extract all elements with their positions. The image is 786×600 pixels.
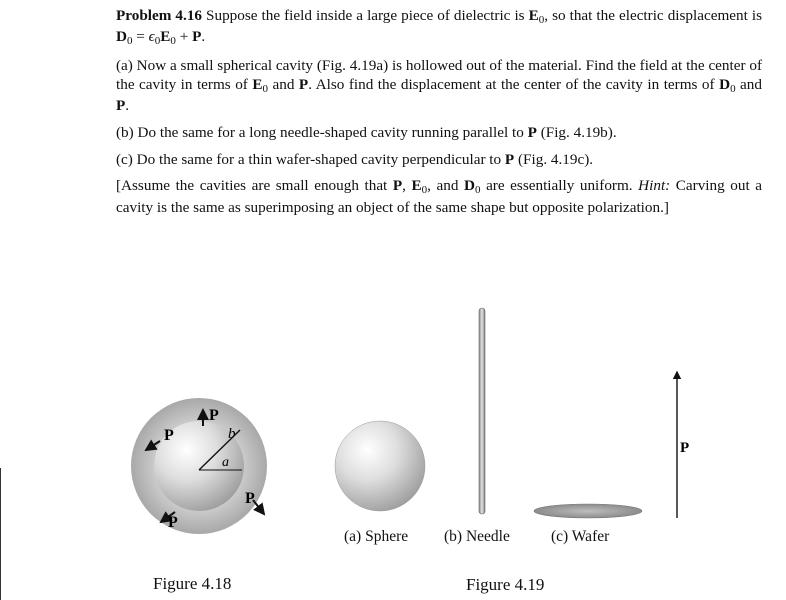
figure-4-18-shell: [131, 398, 267, 534]
vector-E: E: [252, 76, 263, 94]
page-edge-rule: [0, 468, 1, 600]
vector-P: P: [527, 124, 537, 142]
subscript: 0: [126, 35, 133, 48]
caption-wafer: (c) Wafer: [551, 528, 610, 545]
vector-P: P: [298, 76, 309, 94]
figure-4-19-label: Figure 4.19: [466, 575, 545, 594]
label-b: b: [228, 426, 236, 442]
text: (c) Do the same for a thin wafer-shaped cavity perpendicular to: [116, 150, 505, 168]
subscript: 0: [262, 83, 268, 96]
cavity-needle-b: [479, 308, 485, 514]
label-P-top: P: [209, 407, 219, 424]
subscript: 0: [170, 35, 176, 48]
text: =: [132, 28, 149, 46]
label-P-right: P: [245, 490, 255, 507]
subscript: 0: [154, 35, 161, 48]
text: and: [735, 76, 762, 94]
vector-E: E: [411, 177, 422, 195]
vector-P: P: [504, 150, 515, 168]
text: (Fig. 4.19c).: [514, 150, 594, 168]
text: are essentially uniform.: [480, 177, 639, 195]
label-P-bottom: P: [168, 514, 178, 531]
epsilon-symbol: ϵ: [148, 28, 155, 46]
vector-D: D: [719, 76, 731, 94]
caption-needle: (b) Needle: [444, 528, 510, 545]
vector-P: P: [392, 177, 403, 195]
vector-P: P: [192, 28, 202, 46]
label-P-fig419: P: [680, 440, 690, 456]
text: (Fig. 4.19b).: [536, 124, 617, 142]
cavity-sphere-a: [335, 421, 425, 511]
text: Suppose the field inside a large piece of dielectric is: [202, 7, 529, 24]
vector-E: E: [160, 28, 171, 46]
caption-sphere: (a) Sphere: [344, 528, 409, 545]
text: +: [175, 28, 193, 46]
subscript: 0: [730, 83, 736, 96]
text: Carving out a cavity is the same as superimposing an object of the same shape but opposite polarization.]: [116, 177, 763, 216]
text: [Assume the cavities are small enough that: [116, 177, 393, 195]
label-P-left: P: [164, 427, 174, 444]
vector-P: P: [116, 97, 126, 115]
text: and: [268, 76, 299, 94]
text: .: [201, 28, 206, 46]
subscript: 0: [421, 184, 428, 197]
text: ,: [402, 177, 412, 195]
text: , and: [427, 177, 465, 195]
text: .: [125, 97, 130, 115]
cavity-wafer-c: [534, 504, 642, 518]
problem-heading: Problem 4.16: [116, 7, 203, 24]
subscript: 0: [538, 14, 545, 26]
text: (a) Now a small spherical cavity (Fig. 4.19a) is hollowed out of the material. Find the field at the center of the cavity in terms of: [116, 56, 762, 94]
label-a: a: [222, 455, 229, 470]
text: . Also find the displacement at the center of the cavity in terms of: [308, 76, 720, 94]
hint-label: Hint:: [638, 177, 671, 195]
vector-D: D: [116, 28, 127, 46]
text: (b) Do the same for a long needle-shaped cavity running parallel to: [116, 124, 528, 142]
vector-E: E: [528, 7, 539, 24]
vector-D: D: [464, 177, 475, 195]
figure-4-18-label: Figure 4.18: [153, 574, 232, 593]
subscript: 0: [475, 184, 481, 197]
text: , so that the electric displacement is: [544, 7, 762, 24]
